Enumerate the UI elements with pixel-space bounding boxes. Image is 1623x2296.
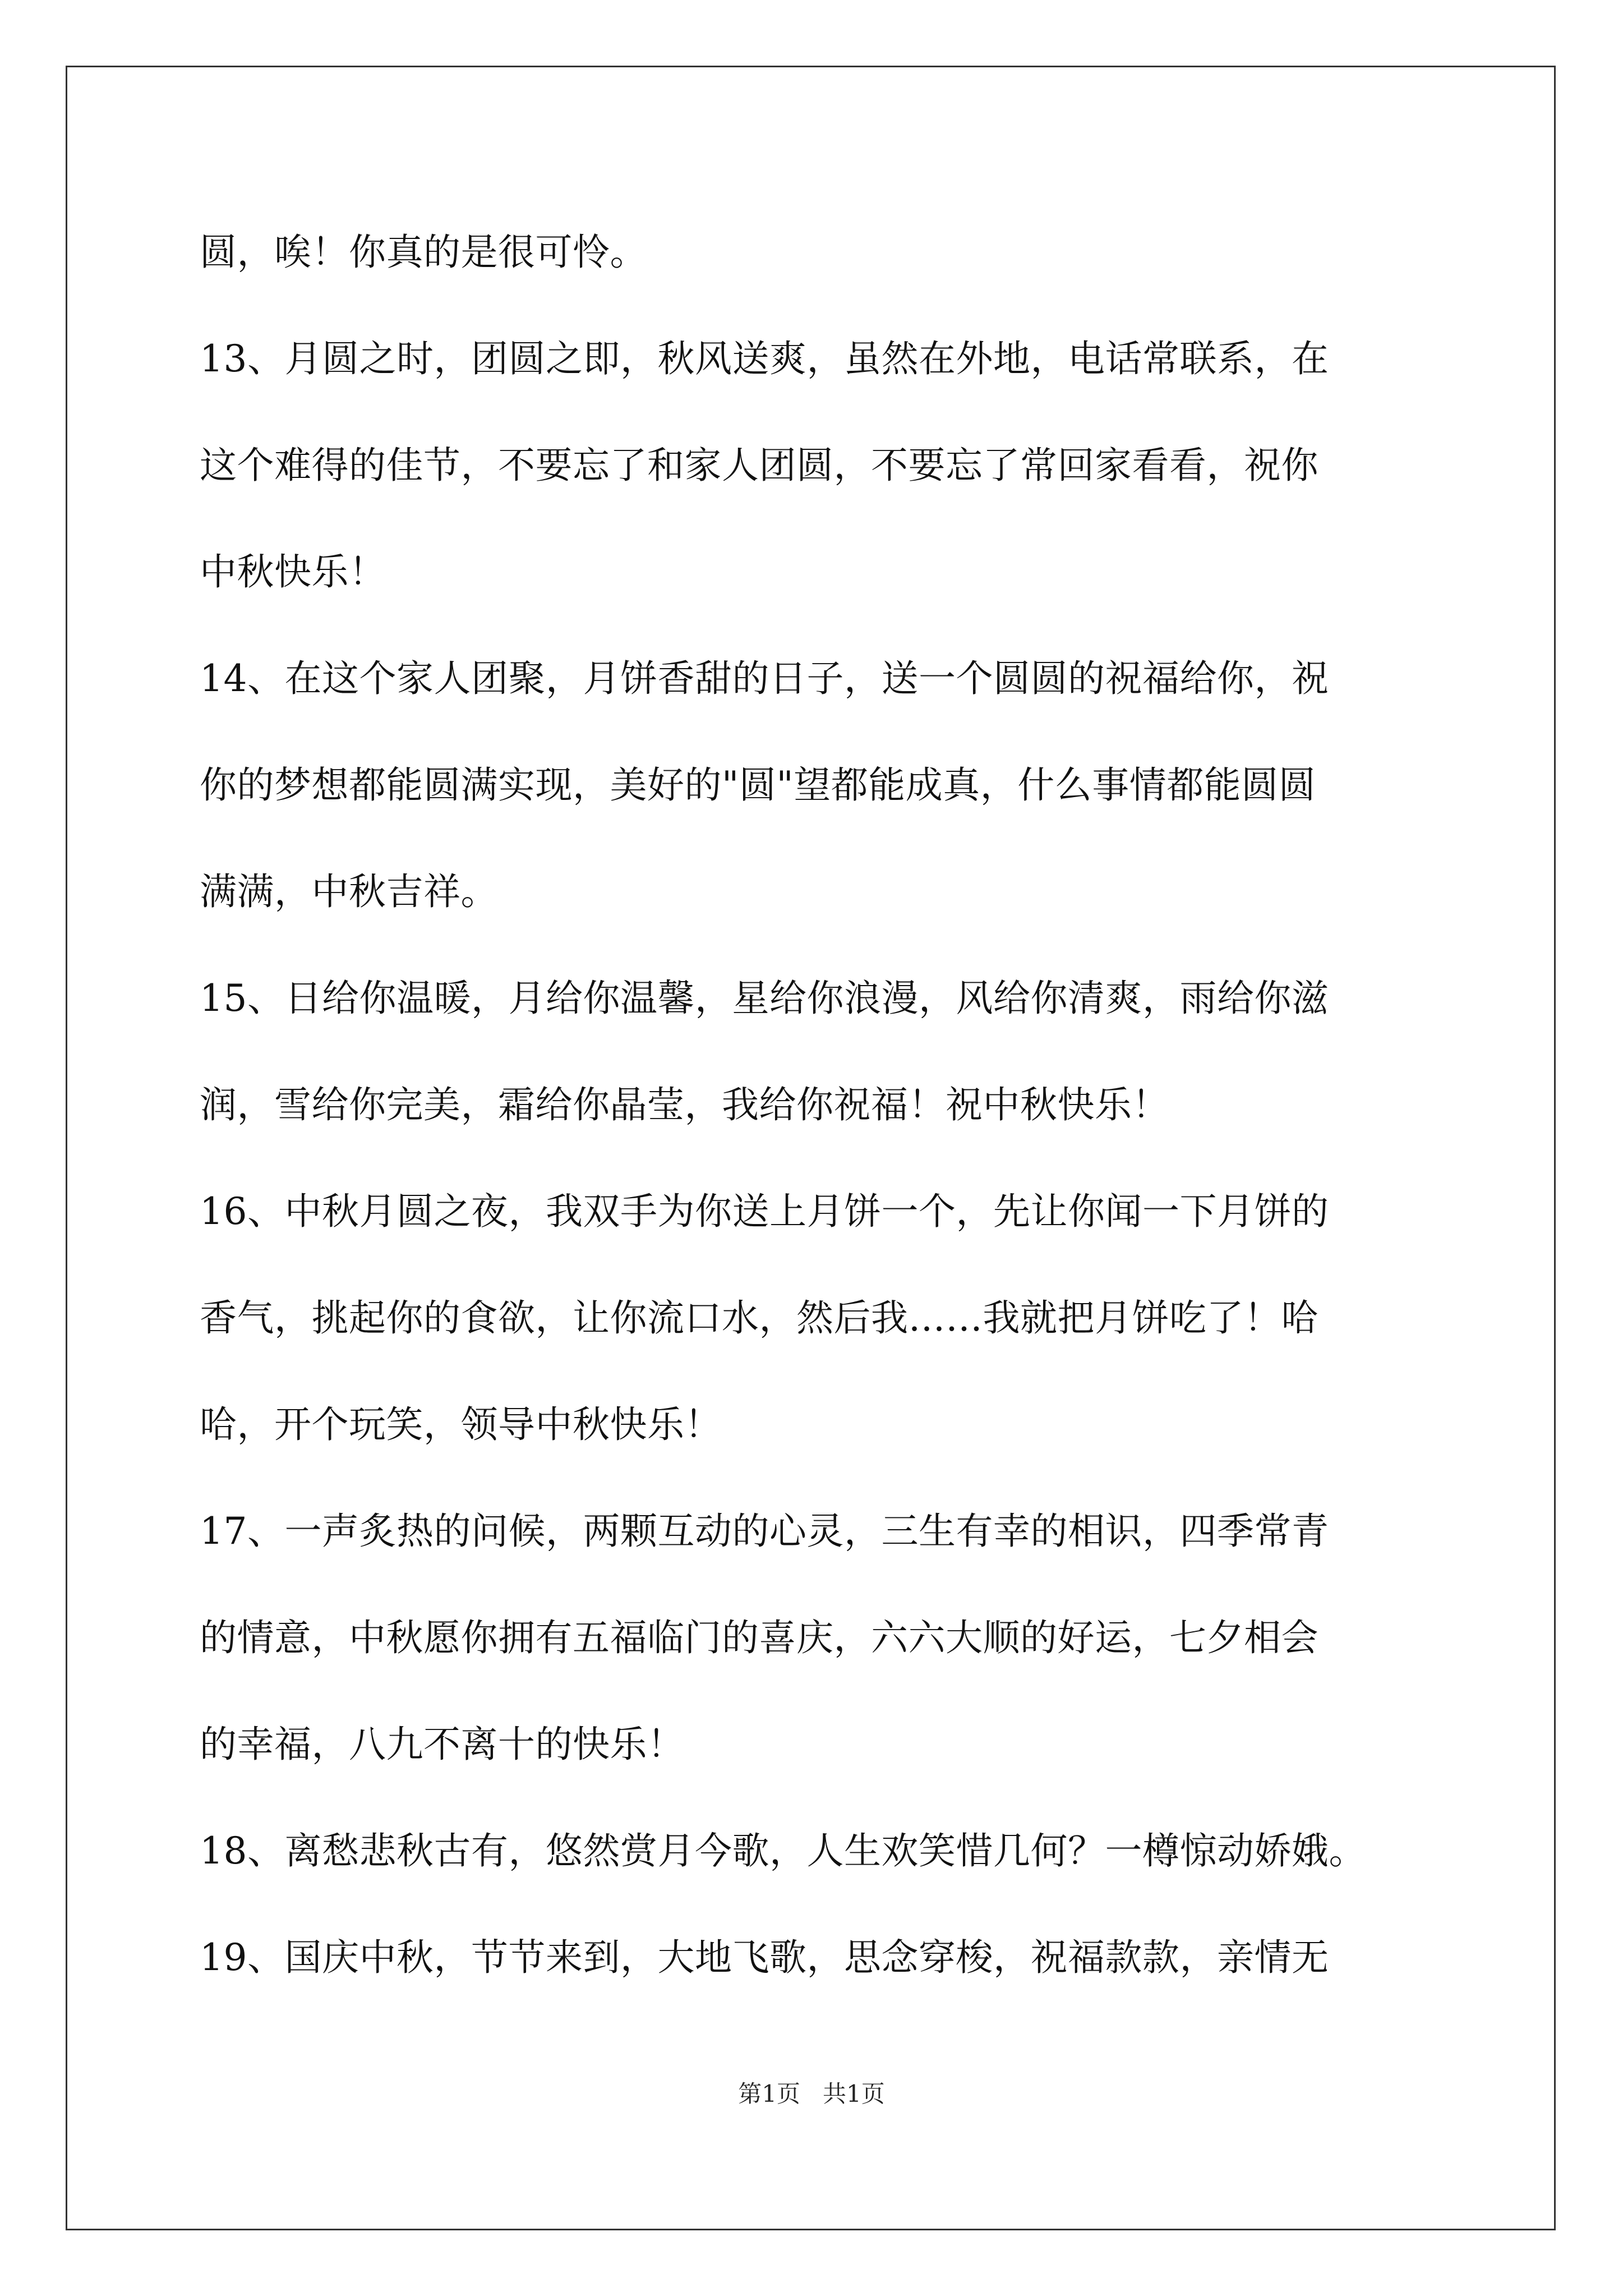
text-line: 18、离愁悲秋古有，悠然赏月今歌，人生欢笑惜几何？一樽惊动娇娥。 (200, 1829, 1366, 1872)
text-line: 润，雪给你完美，霜给你晶莹，我给你祝福！祝中秋快乐！ (200, 1083, 1169, 1126)
text-line: 满满，中秋吉祥。 (200, 870, 498, 913)
text-line: 13、月圆之时，团圆之即，秋风送爽，虽然在外地，电话常联系，在 (200, 337, 1329, 380)
text-line: 15、日给你温暖，月给你温馨，星给你浪漫，风给你清爽，雨给你滋 (200, 977, 1329, 1020)
page-footer (0, 2077, 1623, 2111)
text-line: 14、在这个家人团聚，月饼香甜的日子，送一个圆圆的祝福给你，祝 (200, 657, 1329, 700)
text-line: 哈，开个玩笑，领导中秋快乐！ (200, 1403, 722, 1446)
text-line: 你的梦想都能圆满实现，美好的"圆"望都能成真，什么事情都能圆圆 (200, 763, 1316, 807)
document-body (200, 199, 1461, 2011)
text-line: 圆，唉！你真的是很可怜。 (200, 231, 647, 274)
page-number-current: 第1页 (738, 2080, 800, 2108)
page-number-total: 共1页 (823, 2080, 885, 2108)
text-line: 中秋快乐！ (200, 550, 386, 593)
text-line: 的幸福，八九不离十的快乐！ (200, 1723, 685, 1766)
text-line: 的情意，中秋愿你拥有五福临门的喜庆，六六大顺的好运，七夕相会 (200, 1616, 1318, 1659)
text-line: 19、国庆中秋，节节来到，大地飞歌，思念穿梭，祝福款款，亲情无 (200, 1936, 1329, 1979)
text-line: 17、一声炙热的问候，两颗互动的心灵，三生有幸的相识，四季常青 (200, 1510, 1329, 1553)
text-line: 这个难得的佳节，不要忘了和家人团圆，不要忘了常回家看看，祝你 (200, 444, 1318, 487)
text-line: 16、中秋月圆之夜，我双手为你送上月饼一个，先让你闻一下月饼的 (200, 1190, 1329, 1233)
text-line: 香气，挑起你的食欲，让你流口水，然后我……我就把月饼吃了！哈 (200, 1296, 1318, 1340)
